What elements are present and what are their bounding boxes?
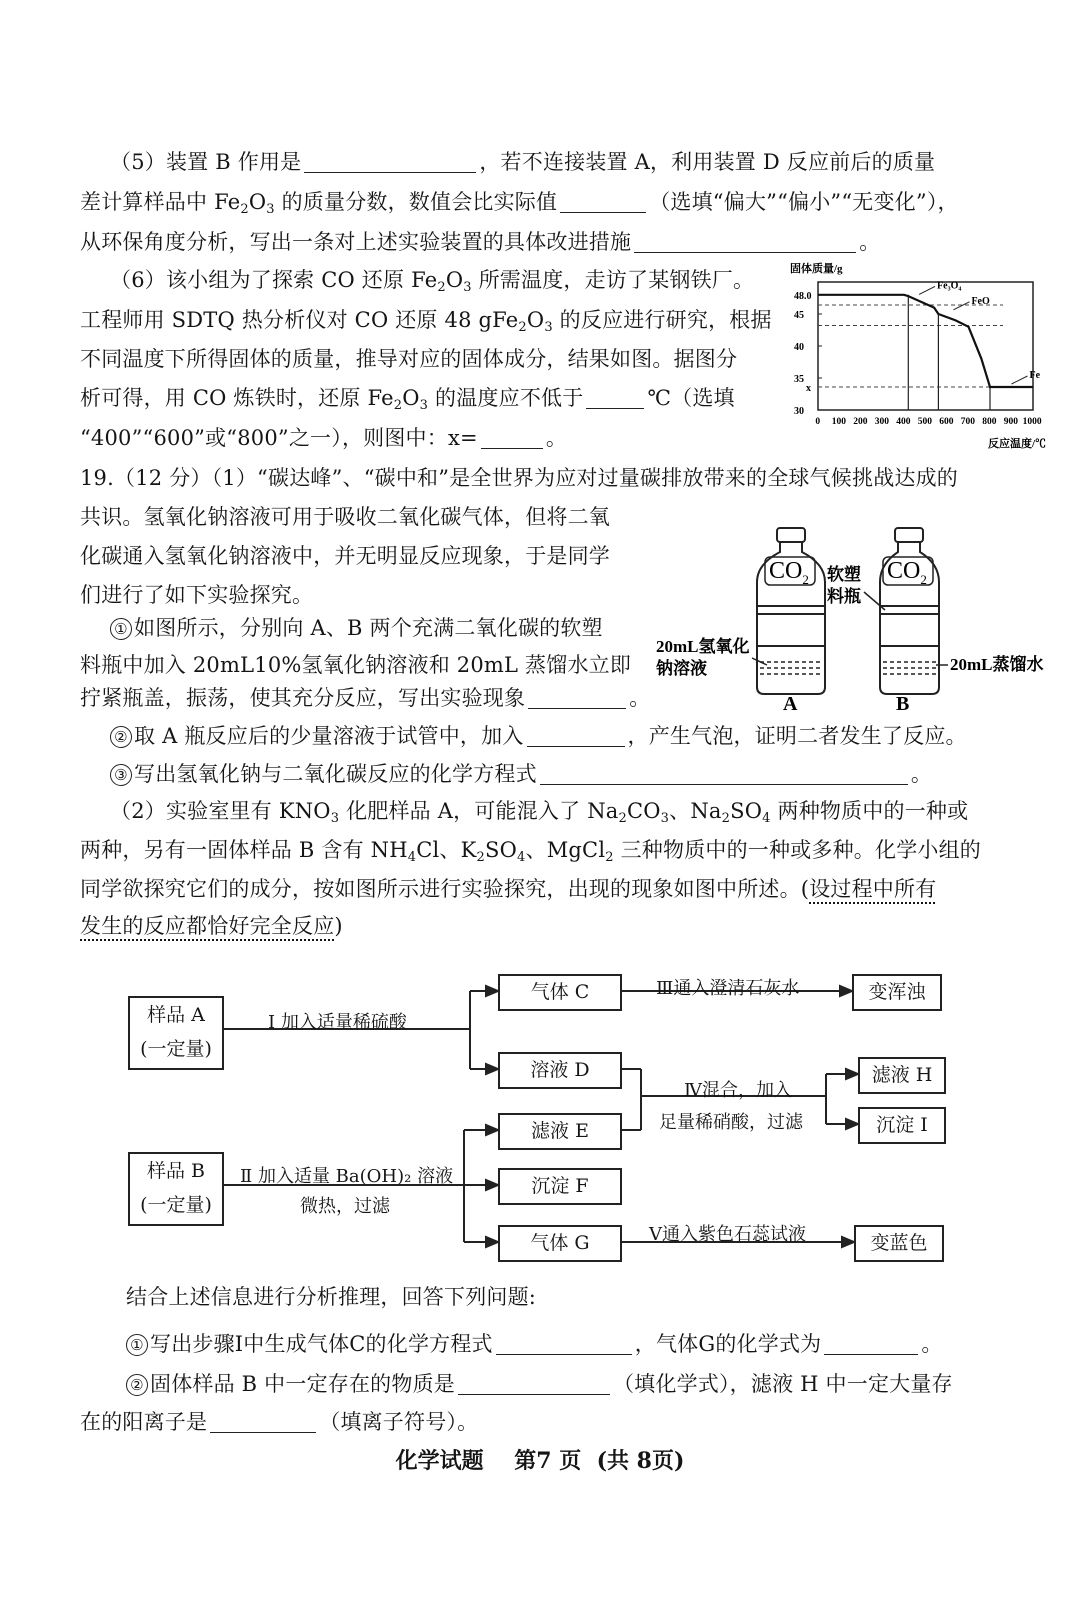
q19-line4 (80, 581, 313, 609)
sample-a-box (128, 996, 224, 1070)
q18-6-line5 (80, 424, 567, 452)
text: 不同温度下所得固体的质量，推导对应的固体成分，结果如图。据图分 (80, 347, 738, 371)
q18-5-line3 (80, 228, 880, 256)
text: O (248, 190, 267, 214)
x-tick-label: 700 (960, 417, 975, 427)
naoh-label-2: 钠溶液 (656, 659, 707, 678)
turbid-box: 变浑浊 (852, 974, 942, 1011)
answer-blank[interactable] (634, 230, 856, 253)
text: （5）装置 B 作用是 (110, 150, 302, 174)
bottle-b-co2-label: $CO_2$ (887, 558, 927, 587)
answer-blank[interactable] (210, 1410, 316, 1433)
text: 。 (859, 230, 881, 254)
text: 的温度应不低于 (428, 386, 584, 410)
footer-total: (共 8页) (596, 1448, 685, 1474)
text: (一定量) (140, 1194, 212, 1216)
naoh-label-1: 20mL氢氧化 (656, 637, 750, 656)
q18-6-line2: 工程师用 SDTQ 热分析仪对 CO 还原 48 $gFe_2O_3$ 的反应进行研究，根据 (80, 308, 772, 335)
text: Cl、K (416, 838, 477, 862)
q18-5-line2: 差计算样品中 $Fe_2O_3$ 的质量分数，数值会比实际值 （选填“偏大”“偏小”“无变化”）， (80, 190, 959, 217)
soft-bottle-label-1: 软塑 (827, 565, 861, 584)
text: 取 A 瓶反应后的少量溶液于试管中，加入 (134, 724, 524, 748)
q18-6-line3 (80, 345, 737, 373)
y-tick-label: 30 (794, 406, 804, 417)
x-tick-label: 400 (896, 417, 911, 427)
y-tick-label: x (806, 382, 811, 394)
q19-line2 (80, 503, 610, 531)
q19-3-line2 (126, 1370, 953, 1398)
text: 写出步骤Ⅰ中生成气体C的化学方程式 (150, 1332, 493, 1356)
step-2-label: Ⅱ 加入适量 Ba(OH)₂ 溶液 (240, 1166, 454, 1187)
text: 在的阳离子是 (80, 1410, 208, 1434)
text: 写出氢氧化钠与二氧化碳反应的化学方程式 (134, 762, 537, 786)
q19-line5 (110, 614, 603, 642)
text: 。 (629, 686, 651, 710)
text: ，产生气泡，证明二者发生了反应。 (627, 724, 967, 748)
text: （选填“偏大”“偏小”“无变化”）， (649, 190, 959, 214)
q19-2-line3 (80, 875, 936, 903)
q19-3-line3 (80, 1408, 478, 1436)
footer-page: 第7 页 (514, 1448, 582, 1474)
text: ，气体G的化学式为 (634, 1332, 822, 1356)
text: 料瓶中加入 20mL10%氢氧化钠溶液和 20mL 蒸馏水立即 (80, 653, 632, 677)
text: 共识。氢氧化钠溶液可用于吸收二氧化碳气体，但将二氧 (80, 505, 610, 529)
filtrate-h-box: 滤液 H (858, 1057, 946, 1094)
turns-blue-box: 变蓝色 (854, 1225, 944, 1262)
step-4-label: Ⅳ混合，加入 (684, 1080, 792, 1101)
annotation-label: FeO (971, 295, 990, 307)
bottle-experiment-figure (652, 522, 1062, 712)
naoh-pointer (752, 658, 767, 665)
step-4-label-2: 足量稀硝酸，过滤 (659, 1112, 803, 1133)
q19-line3 (80, 542, 610, 570)
answer-blank[interactable] (458, 1372, 610, 1395)
text: 工程师用 SDTQ 热分析仪对 CO 还原 48 gFe (80, 308, 519, 332)
text: ) (334, 914, 343, 938)
q19-3-line1 (126, 1330, 943, 1358)
x-tick-label: 1000 (1022, 417, 1042, 427)
q19-line9 (110, 760, 932, 788)
number-circle: ③ (110, 764, 132, 786)
annotation-label: Fe (1029, 370, 1041, 381)
text: O (526, 308, 545, 332)
text: 。 (921, 1332, 943, 1356)
text: 化碳通入氢氧化钠溶液中，并无明显反应现象，于是同学 (80, 544, 610, 568)
annotation-pointer (919, 286, 935, 294)
answer-blank[interactable] (560, 190, 646, 213)
text: 两种，另有一固体样品 B 含有 NH (80, 838, 408, 862)
text: 三种物质中的一种或多种。化学小组的 (613, 838, 981, 862)
text: ℃（选填 (647, 386, 735, 410)
q19-line8 (110, 722, 967, 750)
answer-blank[interactable] (824, 1332, 918, 1355)
q19-line7 (80, 684, 650, 712)
text: 析可得，用 CO 炼铁时，还原 Fe (80, 386, 394, 410)
annotation-pointer (953, 302, 969, 310)
soft-bottle-label-2: 料瓶 (827, 587, 861, 606)
bottle-a-co2-label: $CO_2$ (769, 558, 809, 587)
text: 的质量分数，数值会比实际值 (274, 190, 558, 214)
q18-6-line1: （6）该小组为了探索 CO 还原 $Fe_2O_3$ 所需温度，走访了某钢铁厂。 (110, 268, 755, 295)
number-circle: ② (126, 1374, 148, 1396)
text: 的反应进行研究，根据 (552, 308, 772, 332)
solution-d-box: 溶液 D (498, 1052, 622, 1089)
text: 、Na (669, 799, 722, 823)
answer-blank[interactable] (540, 762, 908, 785)
step-5-label: Ⅴ通入紫色石蕊试液 (649, 1224, 806, 1245)
annotation-pointer (1012, 376, 1028, 384)
annotation-label: Fe₃O₄ (937, 280, 962, 292)
text: 19.（12 分）（1）“碳达峰”、“碳中和”是全世界为应对过量碳排放带来的全球气候挑战达成的 (80, 466, 958, 490)
step-3-label: Ⅲ通入澄清石灰水 (656, 978, 800, 999)
text: CO (626, 799, 661, 823)
y-tick-label: 40 (794, 342, 804, 353)
bottle-b-letter: B (896, 693, 910, 712)
y-tick-label: 45 (794, 310, 804, 321)
number-circle: ① (126, 1334, 148, 1356)
text: 样品 B (146, 1160, 205, 1182)
text: 发生的反应都恰好完全反应 (80, 914, 335, 938)
q19-line6 (80, 651, 631, 679)
text: 如图所示，分别向 A、B 两个充满二氧化碳的软塑 (134, 616, 603, 640)
x-tick-label: 600 (939, 417, 954, 427)
text: “400”“600”或“800”之一），则图中：x= (80, 426, 478, 450)
x-tick-label: 0 (815, 417, 821, 427)
answer-blank[interactable] (496, 1332, 632, 1355)
text: （填化学式），滤液 H 中一定大量存 (612, 1372, 953, 1396)
q19-2-line1: （2）实验室里有 $KNO_3$ 化肥样品 A，可能混入了 $Na_2CO_3$、$Na_2SO_4$ 两种物质中的一种或 (110, 799, 969, 826)
text: 所需温度，走访了某钢铁厂。 (471, 268, 755, 292)
text: SO (730, 799, 763, 823)
x-tick-label: 800 (982, 417, 997, 427)
answer-blank[interactable] (304, 150, 476, 173)
q19-line1 (80, 464, 958, 492)
text: 两种物质中的一种或 (770, 799, 969, 823)
gas-g-box: 气体 G (498, 1225, 622, 1262)
text: 同学欲探究它们的成分，按如图所示进行实验探究，出现的现象如图中所述。( (80, 877, 810, 901)
x-tick-label: 200 (853, 417, 868, 427)
x-tick-label: 900 (1003, 417, 1018, 427)
text: O (445, 268, 464, 292)
gas-c-box: 气体 C (498, 974, 622, 1011)
text: ，若不连接装置 A，利用装置 D 反应前后的质量 (479, 150, 936, 174)
filtrate-e-box: 滤液 E (498, 1113, 622, 1150)
text: （6）该小组为了探索 CO 还原 Fe (110, 268, 438, 292)
text: 化肥样品 A，可能混入了 Na (339, 799, 619, 823)
chart-frame (818, 282, 1033, 410)
x-tick-label: 100 (831, 417, 846, 427)
answer-blank[interactable] (481, 426, 543, 449)
text: （2）实验室里有 KNO (110, 799, 331, 823)
q18-5-line1 (110, 148, 935, 176)
text: 样品 A (147, 1004, 205, 1026)
sample-b-box (128, 1152, 224, 1226)
answer-blank[interactable] (527, 724, 625, 747)
y-tick-label: 35 (794, 374, 804, 385)
step-2-label-2: 微热，过滤 (300, 1196, 390, 1217)
page-footer (0, 1444, 1080, 1475)
answer-blank[interactable] (586, 386, 644, 409)
q19-2-line2: 两种，另有一固体样品 B 含有 $NH_4Cl$、$K_2SO_4$、MgCl$_2$ 三种物质中的一种或多种。化学小组的 (80, 838, 981, 865)
text: 差计算样品中 Fe (80, 190, 241, 214)
soft-bottle-pointer (864, 592, 885, 610)
text: 、MgCl (525, 838, 606, 862)
x-axis-label: 反应温度/℃ (988, 438, 1047, 450)
text: 设过程中所有 (809, 877, 937, 901)
precipitate-f-box: 沉淀 F (498, 1168, 622, 1205)
answer-blank[interactable] (528, 686, 626, 709)
text: (一定量) (140, 1038, 212, 1060)
text: 。 (910, 762, 933, 786)
bottle-a (757, 528, 825, 694)
text: 们进行了如下实验探究。 (80, 583, 314, 607)
q19-3-intro: 结合上述信息进行分析推理，回答下列问题: (126, 1285, 537, 1309)
q19-2-line4 (80, 912, 343, 940)
x-tick-label: 300 (874, 417, 889, 427)
precipitate-i-box: 沉淀 I (858, 1107, 946, 1144)
text: O (402, 386, 420, 410)
bottle-b (880, 528, 939, 694)
text: （填离子符号）。 (319, 1410, 479, 1434)
text: SO (485, 838, 518, 862)
text: 。 (545, 426, 568, 450)
number-circle: ① (110, 618, 132, 640)
text: 固体样品 B 中一定存在的物质是 (150, 1372, 455, 1396)
y-axis-label: 固体质量/g (790, 263, 843, 275)
step-1-label: Ⅰ 加入适量稀硫酸 (268, 1012, 407, 1033)
y-tick-label: 48.0 (794, 290, 812, 302)
mass-temperature-chart (788, 260, 1060, 460)
text: 从环保角度分析，写出一条对上述实验装置的具体改进措施 (80, 230, 632, 254)
bottle-a-letter: A (783, 693, 798, 712)
text: 拧紧瓶盖，振荡，使其充分反应，写出实验现象 (80, 686, 526, 710)
series-line (818, 295, 1033, 387)
footer-subject: 化学试题 (395, 1448, 484, 1474)
q18-6-line4: 析可得，用 CO 炼铁时，还原 $Fe_2O_3$ 的温度应不低于 ℃（选填 (80, 386, 735, 413)
flow-diagram (118, 970, 948, 1270)
x-tick-label: 500 (917, 417, 932, 427)
number-circle: ② (110, 726, 132, 748)
water-label: 20mL蒸馏水 (950, 655, 1044, 674)
